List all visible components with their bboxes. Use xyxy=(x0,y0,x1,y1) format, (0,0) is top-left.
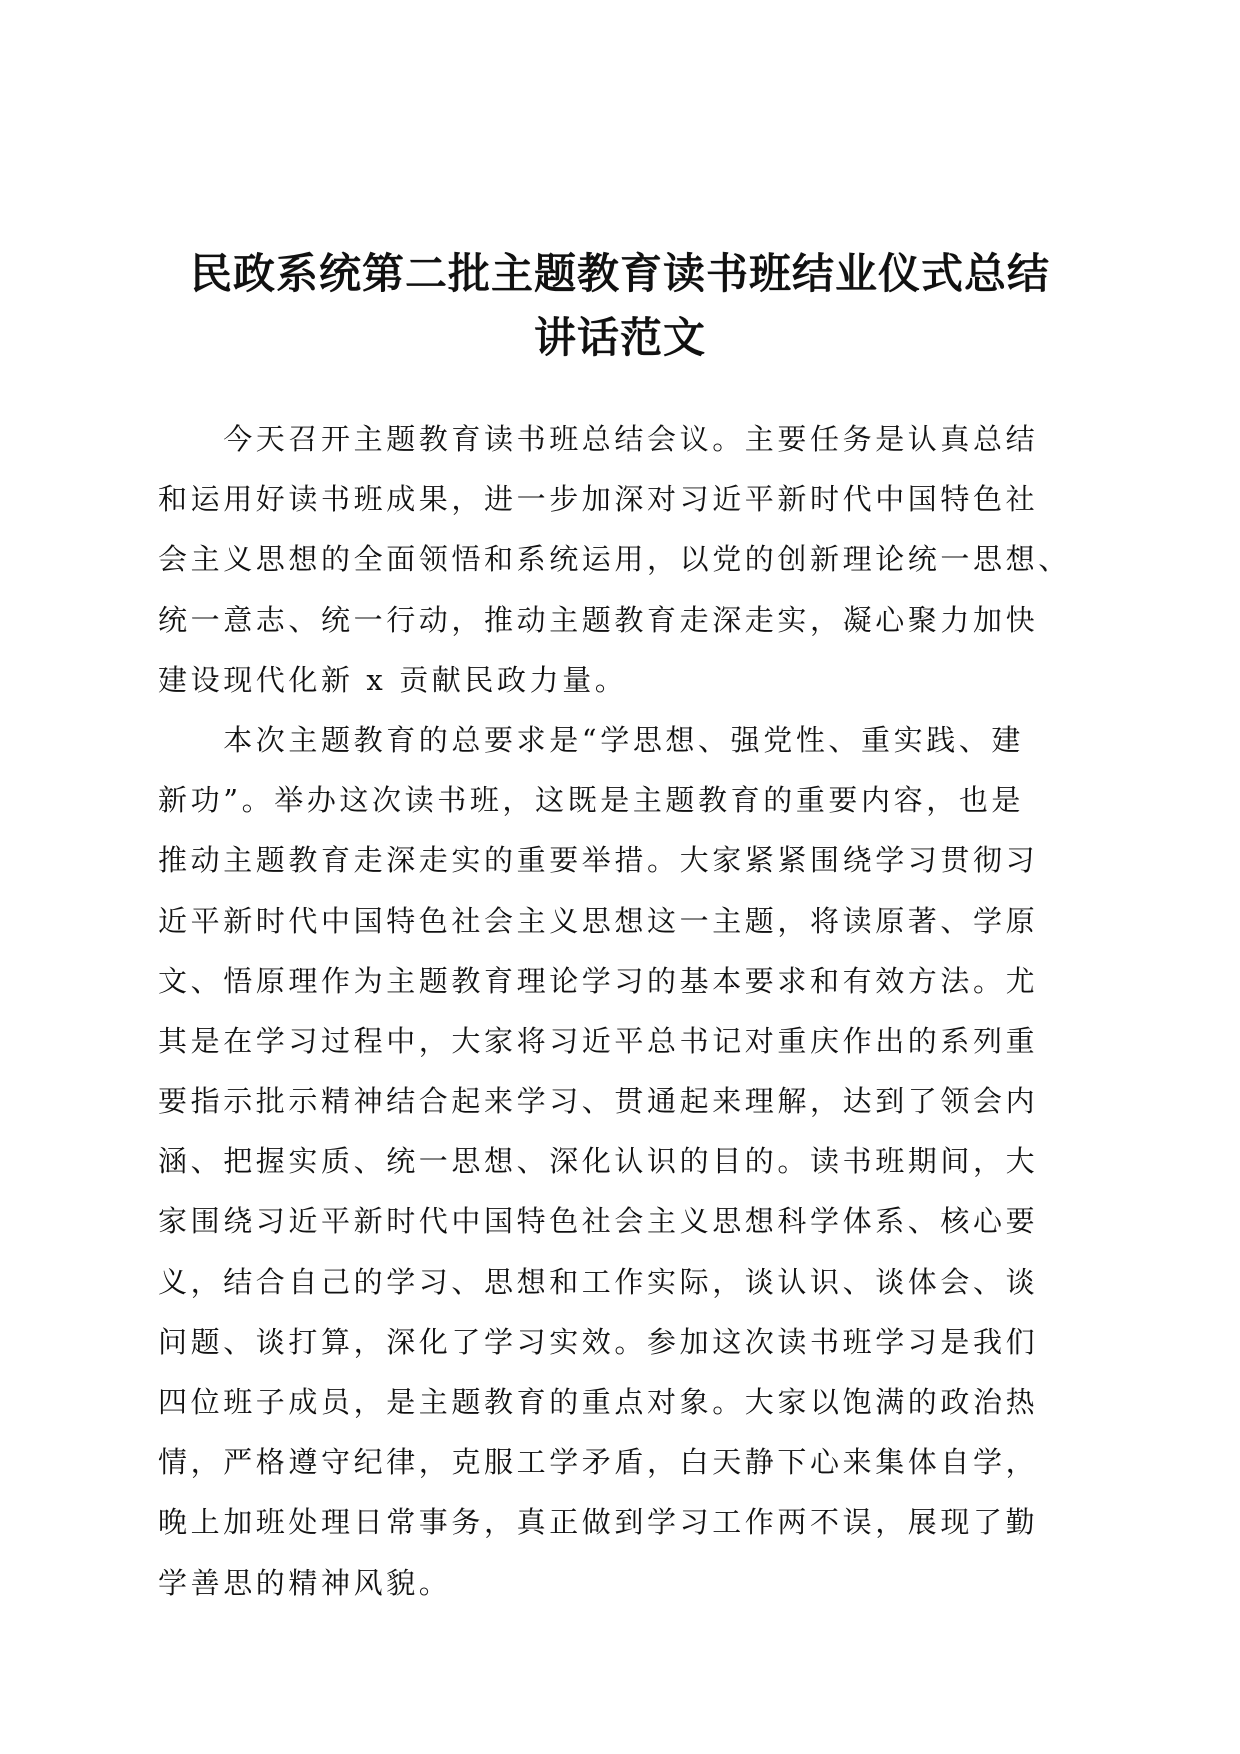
text-line: 近平新时代中国特色社会主义思想这一主题，将读原著、学原 xyxy=(158,903,1039,938)
text-line: 会主义思想的全面领悟和系统运用，以党的创新理论统一思想、 xyxy=(158,542,1071,577)
text-line: 学善思的精神风貌。 xyxy=(158,1565,452,1600)
title-line-1: 民政系统第二批主题教育读书班结业仪式总结 xyxy=(189,249,1050,298)
text-line: 家围绕习近平新时代中国特色社会主义思想科学体系、核心要 xyxy=(158,1204,1039,1239)
text-line: 今天召开主题教育读书班总结会议。主要任务是认真总结 xyxy=(158,422,1039,456)
text-line: 新功”。举办这次读书班，这既是主题教育的重要内容，也是 xyxy=(158,783,1025,818)
text-line: 问题、谈打算，深化了学习实效。参加这次读书班学习是我们 xyxy=(158,1324,1039,1359)
text-line: 义，结合自己的学习、思想和工作实际，谈认识、谈体会、谈 xyxy=(158,1264,1039,1299)
title-line-2: 讲话范文 xyxy=(533,313,706,362)
text-line: 推动主题教育走深走实的重要举措。大家紧紧围绕学习贯彻习 xyxy=(158,843,1039,878)
text-line: 和运用好读书班成果，进一步加深对习近平新时代中国特色社 xyxy=(158,482,1039,517)
paragraph-1 xyxy=(158,409,1082,710)
text-line: 晚上加班处理日常事务，真正做到学习工作两不误，展现了勤 xyxy=(158,1505,1039,1540)
text-line: 本次主题教育的总要求是“学思想、强党性、重实践、建 xyxy=(158,722,1025,757)
text-line: 文、悟原理作为主题教育理论学习的基本要求和有效方法。尤 xyxy=(158,963,1039,998)
text-line: 其是在学习过程中，大家将习近平总书记对重庆作出的系列重 xyxy=(158,1023,1039,1058)
document-body xyxy=(158,409,1082,1613)
document-title xyxy=(140,242,1100,370)
text-line: 涵、把握实质、统一思想、深化认识的目的。读书班期间，大 xyxy=(158,1144,1039,1179)
text-line: 统一意志、统一行动，推动主题教育走深走实，凝心聚力加快 xyxy=(158,602,1039,637)
paragraph-2 xyxy=(158,710,1082,1613)
text-line: 要指示批示精神结合起来学习、贯通起来理解，达到了领会内 xyxy=(158,1084,1039,1119)
text-line: 建设现代化新 x 贡献民政力量。 xyxy=(158,662,628,697)
text-line: 四位班子成员，是主题教育的重点对象。大家以饱满的政治热 xyxy=(158,1385,1039,1419)
text-line: 情，严格遵守纪律，克服工学矛盾，白天静下心来集体自学， xyxy=(158,1445,1039,1480)
